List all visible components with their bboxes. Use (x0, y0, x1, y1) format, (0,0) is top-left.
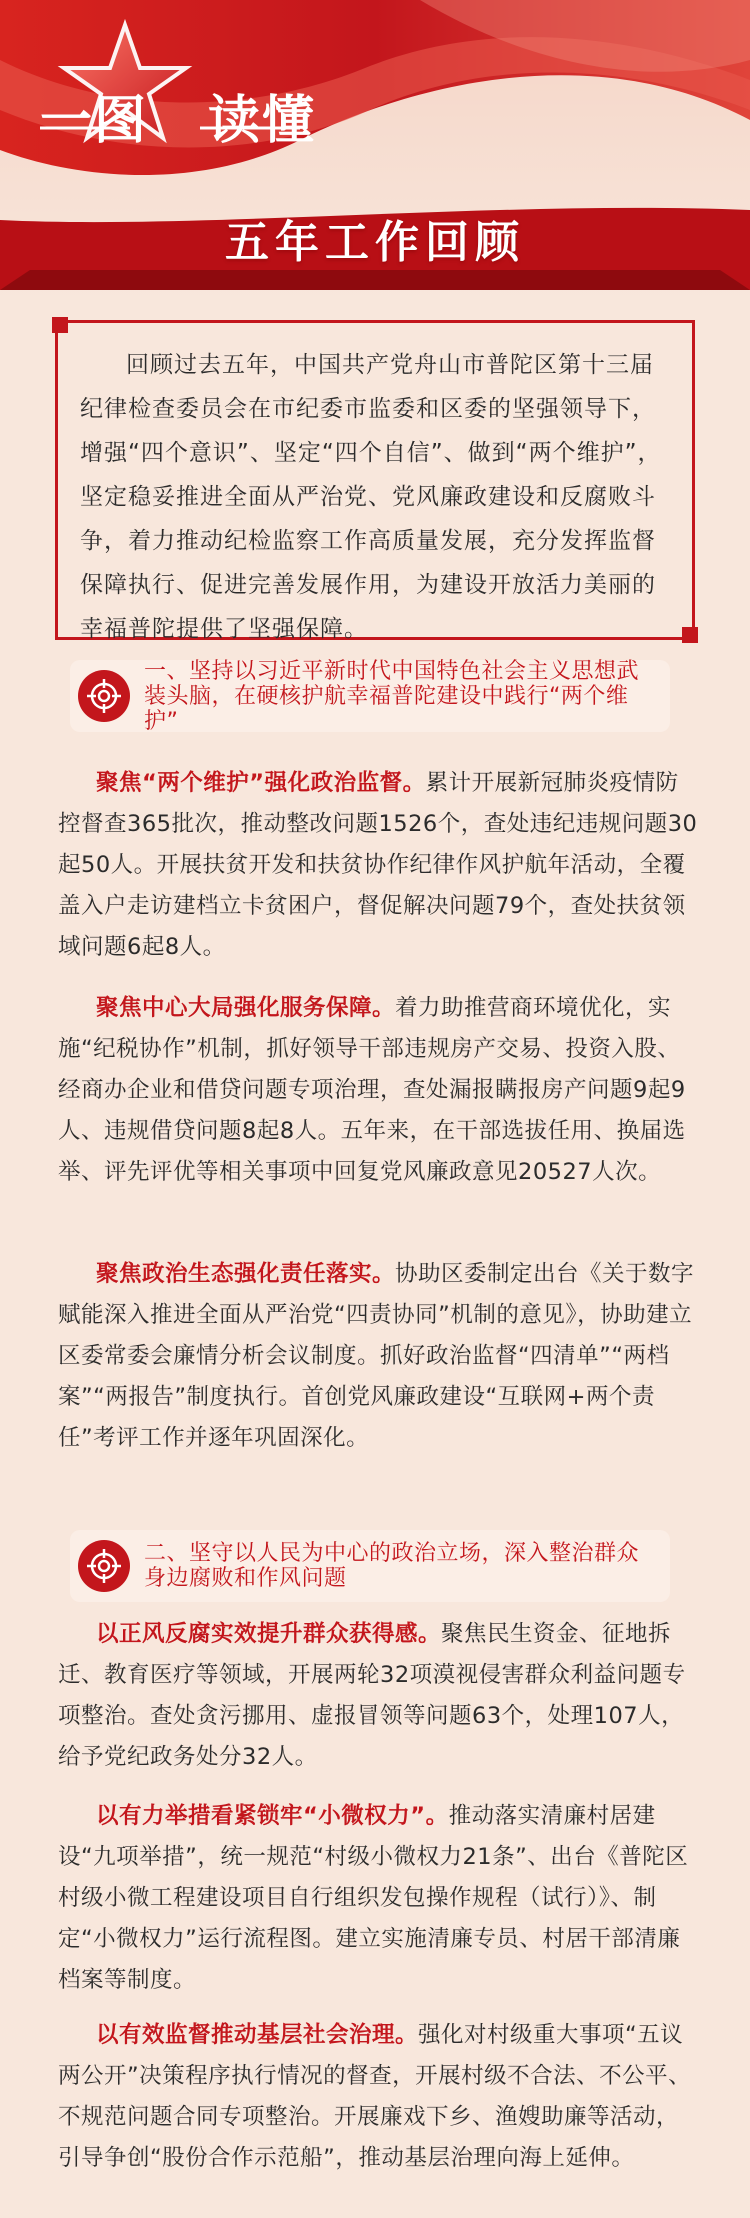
paragraph (58, 1614, 700, 1778)
paragraph-lead: 聚焦“两个维护”强化政治监督。 (96, 770, 426, 796)
paragraph-lead: 以正风反腐实效提升群众获得感。 (96, 1621, 442, 1647)
paragraph (58, 988, 700, 1193)
section-heading-text: 二、坚守以人民为中心的政治立场，深入整治群众身边腐败和作风问题 (144, 1541, 640, 1591)
intro-box (55, 320, 695, 640)
paragraph (58, 763, 700, 968)
section-heading-1 (70, 660, 670, 732)
paragraph-lead: 以有效监督推动基层社会治理。 (96, 2022, 419, 2048)
paragraph-body: 强化对村级重大事项“五议两公开”决策程序执行情况的督查，开展村级不合法、不公平、不规范问题合同专项整治。开展廉戏下乡、渔嫂助廉等活动，引导争创“股份合作示范船”，推动基层治理向海上延伸。 (58, 2022, 692, 2171)
paragraph-lead: 以有力举措看紧锁牢“小微权力”。 (96, 1803, 449, 1829)
paragraph-body: 协助区委制定出台《关于数字赋能深入推进全面从严治党“四责协同”机制的意见》，协助建立区委常委会廉情分析会议制度。抓好政治监督“四清单”“两档案”“两报告”制度执行。首创党风廉政建设“互联网+两个责任”考评工作并逐年巩固深化。 (58, 1261, 695, 1451)
target-icon (78, 670, 130, 722)
paragraph-body: 着力助推营商环境优化，实施“纪税协作”机制，抓好领导干部违规房产交易、投资入股、经商办企业和借贷问题专项治理，查处漏报瞒报房产问题9起9人、违规借贷问题8起8人。五年来，在干部选拔任用、换届选举、评先评优等相关事项中回复党风廉政意见20527人次。 (58, 995, 686, 1185)
brand-text-part2: 读懂 (208, 91, 317, 151)
corner-decoration (682, 627, 698, 643)
target-icon (78, 1540, 130, 1592)
section-heading-2 (70, 1530, 670, 1602)
paragraph-body: 累计开展新冠肺炎疫情防控督查365批次，推动整改问题1526个，查处违纪违规问题30起50人。开展扶贫开发和扶贫协作纪律作风护航年活动，全覆盖入户走访建档立卡贫困户，督促解决问题79个，查处扶贫领域问题6起8人。 (58, 770, 698, 960)
paragraph-lead: 聚焦中心大局强化服务保障。 (96, 995, 396, 1021)
brand-logo-text (40, 78, 316, 153)
paragraph (58, 2015, 700, 2179)
intro-text: 回顾过去五年，中国共产党舟山市普陀区第十三届纪律检查委员会在市纪委市监委和区委的坚强领导下，增强“四个意识”、坚定“四个自信”、做到“两个维护”，坚定稳妥推进全面从严治党、党风廉政建设和反腐败斗争，着力推动纪检监察工作高质量发展，充分发挥监督保障执行、促进完善发展作用，为建设开放活力美丽的幸福普陀提供了坚强保障。 (80, 352, 662, 642)
title-bar (0, 196, 750, 280)
paragraph (58, 1254, 700, 1459)
brand-text-part1: 一图 (40, 91, 149, 151)
paragraph-lead: 聚焦政治生态强化责任落实。 (96, 1261, 396, 1287)
corner-decoration (52, 317, 68, 333)
paragraph-body: 聚焦民生资金、征地拆迁、教育医疗等领域，开展两轮32项漠视侵害群众利益问题专项整治。查处贪污挪用、虚报冒领等问题63个，处理107人，给予党纪政务处分32人。 (58, 1621, 686, 1770)
paragraph-body: 推动落实清廉村居建设“九项举措”，统一规范“村级小微权力21条”、出台《普陀区村级小微工程建设项目自行组织发包操作规程（试行）》、制定“小微权力”运行流程图。建立实施清廉专员、村居干部清廉档案等制度。 (58, 1803, 689, 1993)
section-heading-text: 一、坚持以习近平新时代中国特色社会主义思想武装头脑，在硬核护航幸福普陀建设中践行“两个维护” (144, 658, 640, 734)
page-title: 五年工作回顾 (225, 217, 525, 268)
paragraph (58, 1796, 700, 2001)
